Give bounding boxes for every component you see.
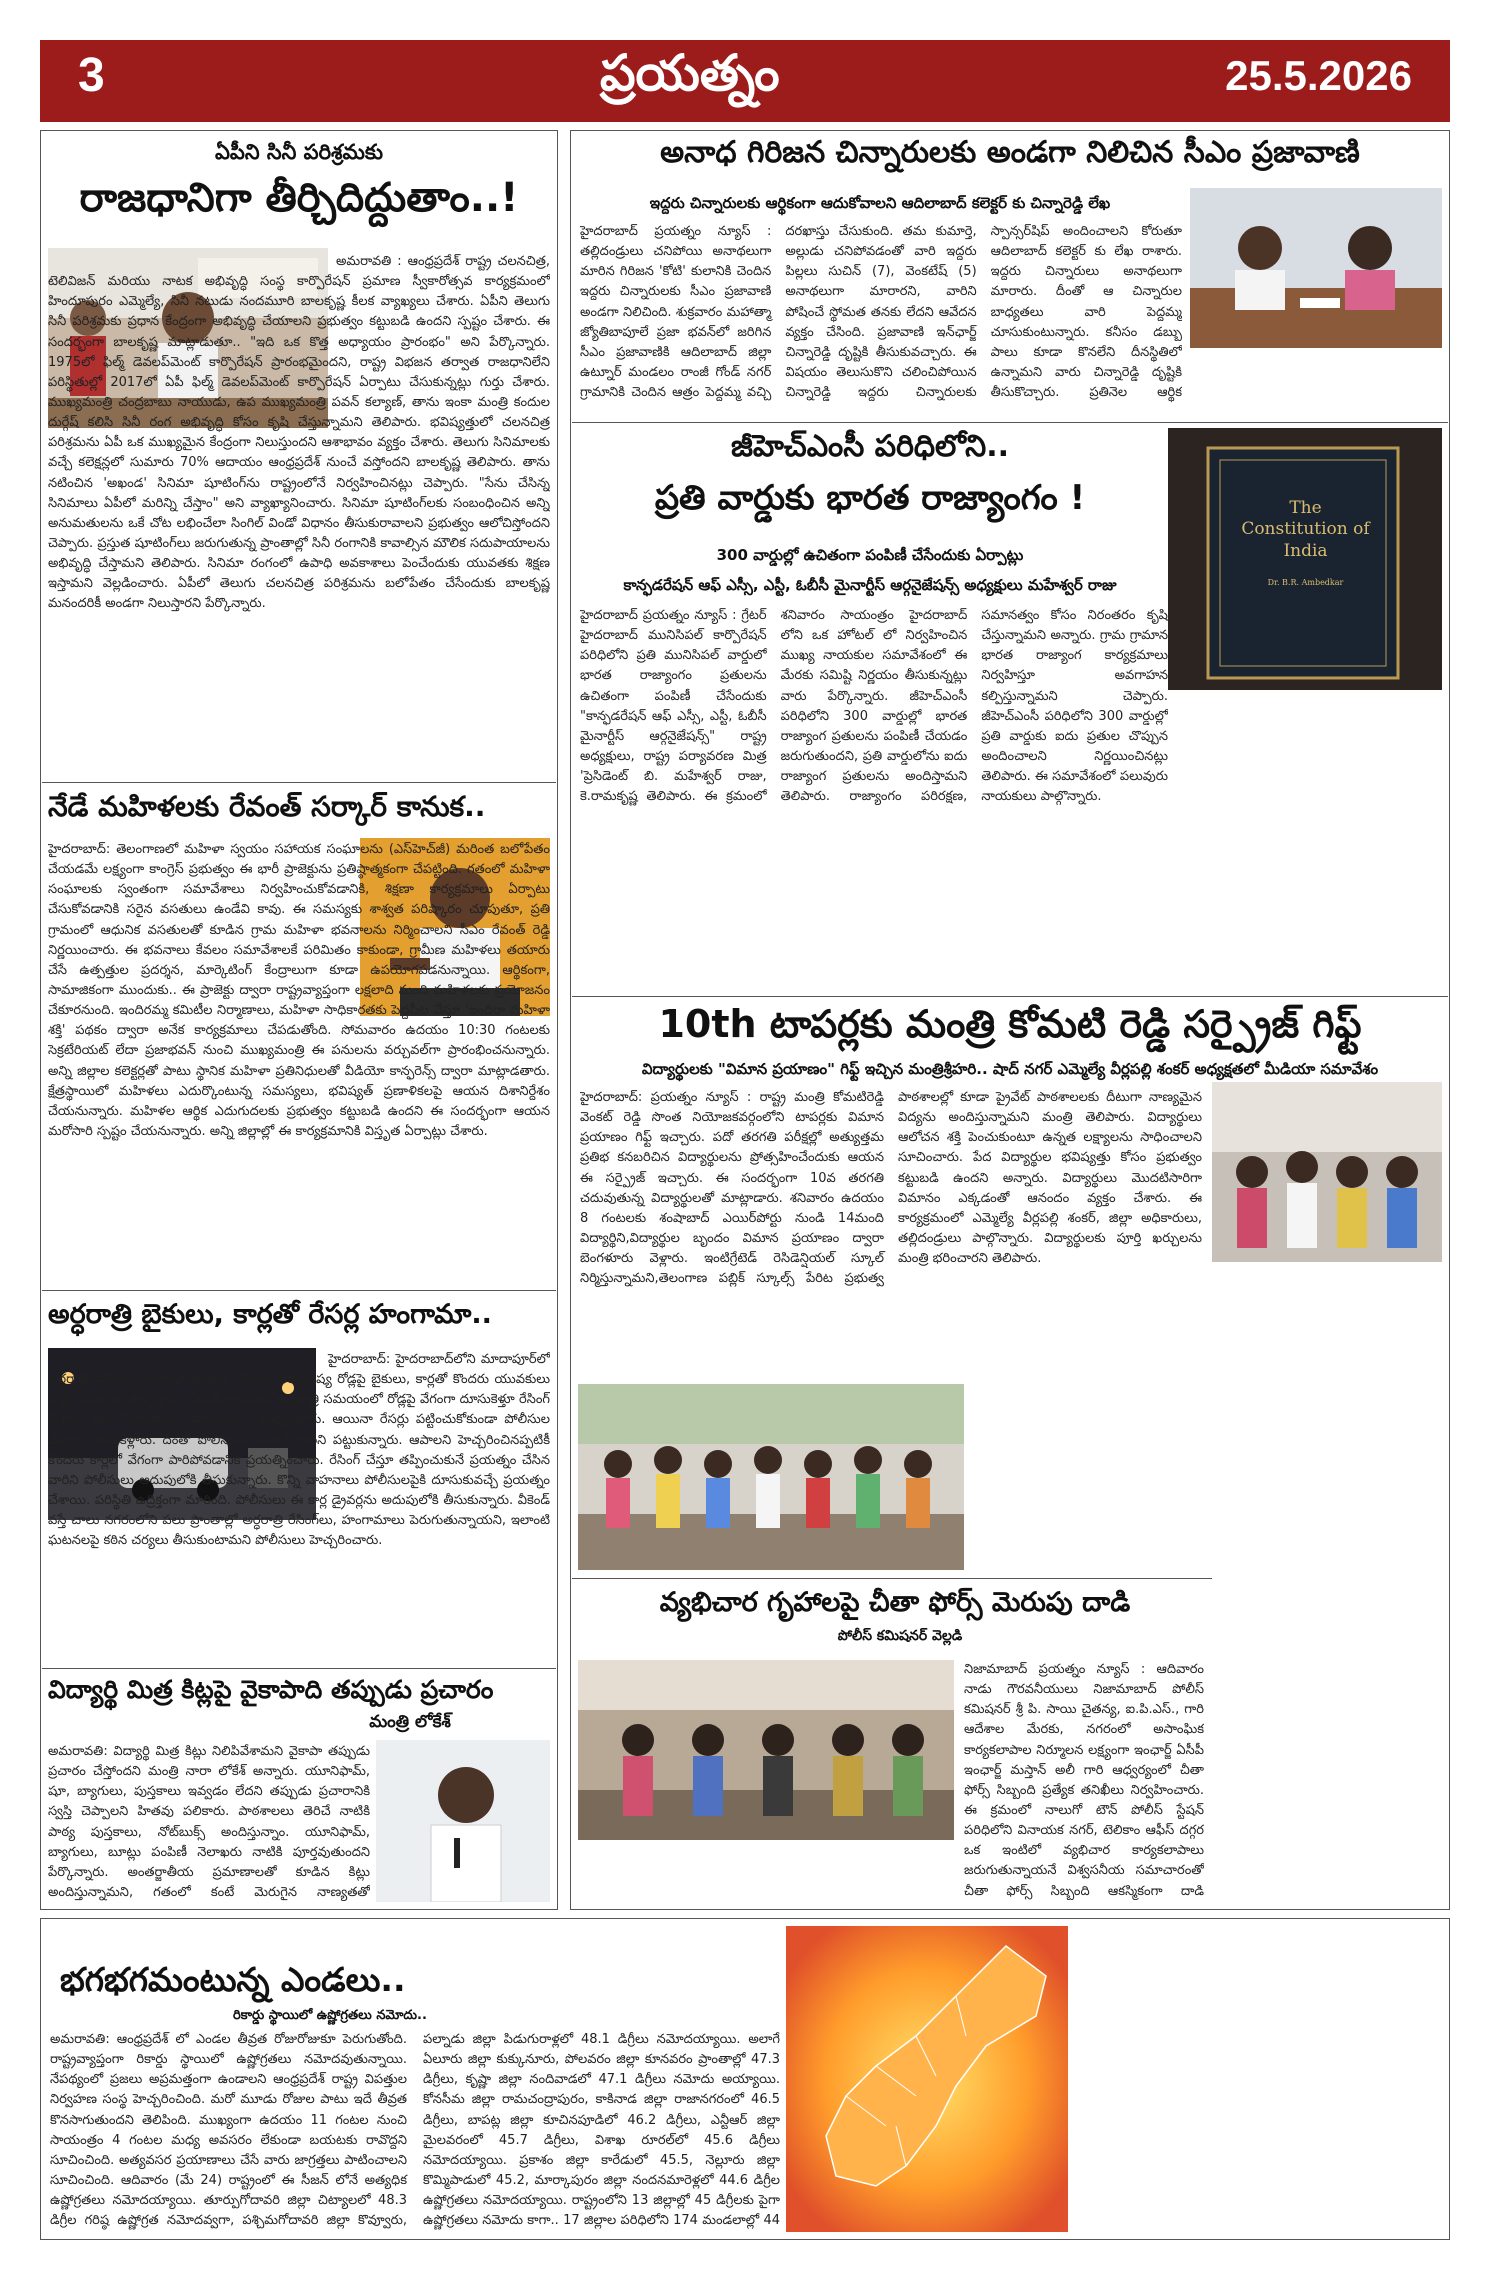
heat-body-cont — [1076, 1930, 1442, 2232]
constitution-sub2: కాన్ఫడరేషన్ ఆఫ్ ఎస్సీ, ఎస్టీ, ఓబీసీ మైనార్టీస్ ఆర్గనైజేషన్స్ అధ్యక్షులు మహేశ్వర్ రాజు — [623, 576, 1117, 594]
bikes-body: హైదరాబాద్: హైదరాబాద్‌లోని మాదాపూర్‌లో అర్ధరాత్రి పోకిరీల హంగామా కలకలం రేపింది. నిర్మానుష్య రోడ్లపై బైకులు, కార్లతో కొందరు యువకులు రోడ్లపై రేసింగ్‌కు పాల్పడ్డారు. వీకెండ్ కావడంతో అర్ధరాత్రి సమయంలో రోడ్లపై వేగంగా దూసుకెళ్తూ రేసింగ్ చేశారు. వారి విన్యాసాలకు పోలీసులు ప్రయత్నించారు. ఆయినా రేసర్లు పట్టించుకోకుండా పోలీసుల వైపుగా దూసుకెళ్లారు. దీంతో పోలీసులు వెంటనే వారిని పట్టుకున్నారు. ఆపాలని హెచ్చరించినప్పటికీ కొందరు కార్లలో వేగంగా పారిపోవడానికి ప్రయత్నించారు. రేసింగ్ చేస్తూ తప్పించుకునే ప్రయత్నం చేసిన వారిని పోలీసులు అదుపులోకి తీసుకున్నారు. కొన్ని వాహనాలు పోలీసులపైకి దూసుకువచ్చే ప్రయత్నం చేశాయి. పరిస్థితి ఉద్రిక్తంగా మారింది. పోలీసులు ఈ కార్ల డ్రైవర్లను అదుపులోకి తీసుకున్నారు. వీకెండ్ వస్తే చాలు నగరంలోని పలు ప్రాంతాల్లో అర్ధరాత్రి రేసింగ్‌లు, హంగామాలు పెరుగుతున్నాయని, ఇలాంటి ఘటనలపై కఠిన చర్యలు తీసుకుంటామని పోలీసులు హెచ్చరించారు. — [48, 1352, 550, 1549]
divider — [572, 996, 1448, 997]
divider — [572, 422, 1448, 423]
book-author: Dr. B.R. Ambedkar — [1267, 578, 1344, 587]
cheetah-body: నిజామాబాద్ ప్రయత్నం న్యూస్ : ఆదివారం నాడు గౌరవనీయులు నిజామాబాద్ పోలీస్ కమిషనర్ శ్రీ పి. సాయి చైతన్య, ఐ.పి.ఎస్., గారి ఆదేశాల మేరకు, నగరంలో అసాంఘిక కార్యకలాపాల నిర్మూలన లక్ష్యంగా ఇంఛార్జ్ ఏసీపీ ఇంఛార్జ్ మస్తాన్ అలీ గారి ఆధ్వర్యంలో చీతా ఫోర్స్ సిబ్బంది ప్రత్యేక తనిఖీలు నిర్వహించారు. ఈ క్రమంలో నాలుగో టౌన్ పోలీస్ స్టేషన్ పరిధిలోని వినాయక నగర్, టెలికాం ఆఫీస్ దగ్గర ఒక ఇంటిలో వ్యభిచార కార్యకలాపాలు జరుగుతున్నాయనే విశ్వసనీయ సమాచారంతో చీతా ఫోర్స్ సిబ్బంది ఆకస్మికంగా దాడి — [964, 1662, 1204, 1899]
bikes-headline: అర్ధరాత్రి బైకులు, కార్లతో రేసర్ల హంగామా.. — [48, 1299, 492, 1330]
tenth-subhead: విద్యార్థులకు "విమాన ప్రయాణం" గిఫ్ట్ ఇచ్చిన మంత్రిశ్రీహరి.. షాద్ నగర్ ఎమ్మెల్యే వీర్లపల్లి శంకర్ అధ్యక్షతలో మీడియా సమావేశం — [641, 1060, 1379, 1078]
constitution-headline: ప్రతి వార్డుకు భారత రాజ్యాంగం ! — [654, 478, 1086, 518]
tenth-body-right — [1212, 1268, 1442, 1570]
tribal-body-cont — [1190, 354, 1442, 418]
tribal-headline: అనాధ గిరిజన చిన్నారులకు అండగా నిలిచిన సీఎం ప్రజావాణి — [660, 135, 1360, 170]
constitution-kicker: జీహెచ్ఎంసీ పరిధిలోని.. — [730, 429, 1010, 464]
women-headline: నేడే మహిళలకు రేవంత్ సర్కార్ కానుక.. — [48, 790, 486, 823]
heat-subhead: రికార్డు స్థాయిలో ఉష్ణోగ్రతలు నమోదు.. — [233, 2008, 427, 2023]
ap-heat-map — [786, 1926, 1068, 2232]
divider — [42, 782, 556, 783]
toppers-group-photo — [578, 1384, 964, 1570]
heat-body: అమరావతి: ఆంధ్రప్రదేశ్ లో ఎండల తీవ్రత రోజురోజుకూ పెరుగుతోంది. రాష్ట్రవ్యాప్తంగా రికార్డు స్థాయిలో ఉష్ణోగ్రతలు నమోదవుతున్నాయి. నేపథ్యంలో ప్రజలు అప్రమత్తంగా ఉండాలని ఆంధ్రప్రదేశ్ రాష్ట్ర విపత్తుల నిర్వహణ సంస్థ హెచ్చరించింది. మరో మూడు రోజుల పాటు ఇదే తీవ్రత కొనసాగుతుందని తెలిపింది. ముఖ్యంగా ఉదయం 11 గంటల నుంచి సాయంత్రం 4 గంటల మధ్య అవసరం లేకుండా బయటకు రావొద్దని సూచించింది. అత్యవసర ప్రయాణాలు చేసే వారు జాగ్రత్తలు పాటించాలని సూచించింది. ఆదివారం (మే 24) రాష్ట్రంలో ఈ సీజన్ లోనే అత్యధిక ఉష్ణోగ్రతలు నమోదయ్యాయి. తూర్పుగోదావరి జిల్లా చిట్యాలలో 48.3 డిగ్రీల గరిష్ఠ ఉష్ణోగ్రత నమోదవ్వగా, పశ్చిమగోదావరి జిల్లా కొవ్వూరు, పల్నాడు జిల్లా పిడుగురాళ్లలో 48.1 డిగ్రీలు నమోదయ్యాయి. అలాగే ఏలూరు జిల్లా కుక్కునూరు, పోలవరం జిల్లా కూనవరం ప్రాంతాల్లో 47.3 డిగ్రీలు, కృష్ణా జిల్లా నందివాడలో 47.1 డిగ్రీలు నమోదు అయ్యాయి. కోనసీమ జిల్లా రామచంద్రాపురం, కాకినాడ జిల్లా రాజానగరంలో 46.5 డిగ్రీలు, బాపట్ల జిల్లా కూచినపూడిలో 46.2 డిగ్రీలు, ఎన్టీఆర్ జిల్లా మైలవరంలో 45.7 డిగ్రీలు, విశాఖ రూరల్‌లో 45.6 డిగ్రీలు నమోదయ్యాయి. ప్రకాశం జిల్లా కారేడులో 45.5, నెల్లూరు జిల్లా కొమ్మిపాడులో 45.2, మార్కాపురం జిల్లా నందనమారెళ్లలో 44.6 డిగ్రీల ఉష్ణోగ్రతలు నమోదయ్యాయి. రాష్ట్రంలోని 13 జిల్లాల్లో 45 డిగ్రీలకు పైగా ఉష్ణోగ్రతలు నమోదు కాగా.. 17 జిల్లాల పరిధిలోని 174 మండలాల్లో 44 — [50, 2032, 780, 2229]
tenth-body: హైదరాబాద్: ప్రయత్నం న్యూస్ : రాష్ట్ర మంత్రి కోమటిరెడ్డి వెంకట్ రెడ్డి సొంత నియోజకవర్గంలోని టాపర్లకు విమాన ప్రయాణం గిఫ్ట్ ఇచ్చారు. పదో తరగతి పరీక్షల్లో అత్యుత్తమ ప్రతిభ కనబరిచిన విద్యార్థులను ప్రోత్సహించేందుకు ఆయన ఈ సర్ప్రైజ్ ఇచ్చారు. ఈ సందర్భంగా 10వ తరగతి చదువుతున్న విద్యార్థులతో మాట్లాడారు. శనివారం ఉదయం 8 గంటలకు శంషాబాద్ ఎయిర్‌పోర్టు నుండి 14మంది విద్యార్థిని,విద్యార్థుల బృందం విమాన ప్రయాణం ద్వారా బెంగళూరు వెళ్లారు. ఇంటిగ్రేటెడ్ రెసిడెన్షియల్ స్కూల్ నిర్మిస్తున్నామని,తెలంగాణ పబ్లిక్ స్కూల్స్ పేరిట ప్రభుత్వ పాఠశాలల్లో కూడా ప్రైవేట్ పాఠశాలలకు దీటుగా నాణ్యమైన విద్యను అందిస్తున్నామని మంత్రి తెలిపారు. విద్యార్థులు ఆలోచన శక్తి పెంచుకుంటూ ఉన్నత లక్ష్యాలను సాధించాలని సూచించారు. పేద విద్యార్థుల భవిష్యత్తు కోసం ప్రభుత్వం కట్టుబడి ఉందని అన్నారు. విద్యార్థులు మొదటిసారిగా విమానం ఎక్కడంతో ఆనందం వ్యక్తం చేశారు. ఈ కార్యక్రమంలో ఎమ్మెల్యే వీర్లపల్లి శంకర్, జిల్లా అధికారులు, తల్లిదండ్రులు పాల్గొన్నారు. విద్యార్థులకు పూర్తి ఖర్చులను మంత్రి భరించారని తెలిపారు. — [580, 1090, 1202, 1287]
lokesh-byline: మంత్రి లోకేశ్ — [369, 1712, 451, 1732]
constitution-body: హైదరాబాద్ ప్రయత్నం న్యూస్ : గ్రేటర్ హైదరాబాద్ మునిసిపల్ కార్పొరేషన్ పరిధిలోని ప్రతి మునిసిపల్ వార్డులో భారత రాజ్యాంగం ప్రతులను ఉచితంగా పంపిణీ చేసేందుకు "కాన్ఫడరేషన్ ఆఫ్ ఎస్సీ, ఎస్టీ, ఓబీసీ మైనార్టీస్ ఆర్గనైజేషన్స్" రాష్ట్ర అధ్యక్షులు, రాష్ట్ర పర్యావరణ మిత్ర 'ప్రెసిడెంట్ బి. మహేశ్వర్ రాజు, కె.రామకృష్ణ తెలిపారు. ఈ క్రమంలో శనివారం సాయంత్రం హైదరాబాద్ లోని ఒక హోటల్ లో నిర్వహించిన ముఖ్య నాయకుల సమావేశంలో ఈ మేరకు సమిష్టి నిర్ణయం తీసుకున్నట్లు వారు పేర్కొన్నారు. జీహెచ్ఎంసీ పరిధిలోని 300 వార్డుల్లో భారత రాజ్యాంగ ప్రతులను పంపిణీ చేయడం జరుగుతుందని, ప్రతి వార్డులోను ఐదు రాజ్యాంగ ప్రతులను అందిస్తామని తెలిపారు. రాజ్యాంగం పరిరక్షణ, సమానత్వం కోసం నిరంతరం కృషి చేస్తున్నామని అన్నారు. గ్రామ గ్రామాన భారత రాజ్యాంగ కార్యక్రమాలు నిర్వహిస్తూ అవగాహన కల్పిస్తున్నామని చెప్పారు. జీహెచ్ఎంసీ పరిధిలోని 300 వార్డుల్లో ప్రతి వార్డుకు ఐదు ప్రతుల చొప్పున అందించాలని నిర్ణయించినట్లు తెలిపారు. ఈ సమావేశంలో పలువురు నాయకులు పాల్గొన్నారు. — [580, 608, 1168, 805]
constitution-book-photo — [1168, 428, 1442, 690]
tenth-body-cont — [974, 1384, 1202, 1570]
women-body: హైదరాబాద్: తెలంగాణలో మహిళా స్వయం సహాయక సంఘాలను (ఎస్‌హెచ్‌జీ) మరింత బలోపేతం చేయడమే లక్ష్యంగా కాంగ్రెస్ ప్రభుత్వం ఈ భారీ ప్రాజెక్టును ప్రతిష్ఠాత్మకంగా చేపట్టింది. గతంలో మహిళా సంఘాలకు స్వంతంగా సమావేశాలు నిర్వహించుకోవడానికి, శిక్షణా కార్యక్రమాలు ఏర్పాటు చేసుకోవడానికి సరైన వసతులు ఉండేవి కావు. ఈ సమస్యకు శాశ్వత పరిష్కారం చూపుతూ, ప్రతి గ్రామంలో ఆధునిక వసతులతో కూడిన గ్రామ మహిళా భవనాలను నిర్మించాలని సీఎం రేవంత్ రెడ్డి నిర్ణయించారు. ఈ భవనాలు కేవలం సమావేశాలకే పరిమితం కాకుండా, గ్రామీణ మహిళలు తయారు చేసే ఉత్పత్తుల ప్రదర్శన, మార్కెటింగ్ కేంద్రాలుగా కూడా ఉపయోగపడనున్నాయి. ఆర్థికంగా, సామాజికంగా ముందుకు.. ఈ ప్రాజెక్టు ద్వారా రాష్ట్రవ్యాప్తంగా లక్షలాది మంది మహిళలకు ప్రయోజనం చేకూరనుంది. ఇందిరమ్మ కమిటీల నిర్మాణాలు, మహిళా సాధికారతకు పెద్దపీట వేస్తూ 'ఇందిరా మహిళా శక్తి' పథకం ద్వారా అనేక కార్యక్రమాలు చేపడుతోంది. సోమవారం ఉదయం 10:30 గంటలకు సెక్రటేరియట్ లేదా ప్రజాభవన్ నుంచి ముఖ్యమంత్రి ఈ పనులను వర్చువల్‌గా ప్రారంభించనున్నారు. అన్ని జిల్లాల కలెక్టర్లతో పాటు స్థానిక మహిళా ప్రతినిధులతో వీడియో కాన్ఫరెన్స్ ద్వారా మాట్లాడతారు. క్షేత్రస్థాయిలో మహిళలు ఎదుర్కొంటున్న సమస్యలు, భవిష్యత్ ప్రణాళికలపై ఆయన దిశానిర్దేశం చేయనున్నారు. మహిళల ఆర్థిక ఎదుగుదలకు ప్రభుత్వం కట్టుబడి ఉందని ఈ సందర్భంగా ఆయన మరోసారి స్పష్టం చేయనున్నారు. అన్ని జిల్లాల్లో ఈ కార్యక్రమానికి విస్తృత ఏర్పాట్లు చేశారు. — [48, 842, 550, 1139]
tenth-headline: 10th టాపర్లకు మంత్రి కోమటి రెడ్డి సర్ప్రైజ్ గిఫ్ట్ — [658, 1002, 1362, 1046]
divider — [42, 1290, 556, 1291]
constitution-body-cont — [1172, 696, 1442, 992]
tribal-subhead: ఇద్దరు చిన్నారులకు ఆర్థికంగా ఆదుకోవాలని ఆదిలాబాద్ కలెక్టర్ కు చిన్నారెడ్డి లేఖ — [649, 194, 1111, 212]
book-title: The Constitution of India — [1241, 498, 1370, 561]
page-number: 3 — [78, 49, 105, 102]
lokesh-body: అమరావతి: విద్యార్థి మిత్ర కిట్లు నిలిపివేశామని వైకాపా తప్పుడు ప్రచారం చేస్తోందని మంత్రి నారా లోకేశ్ అన్నారు. యూనిఫామ్, షూ, బ్యాగులు, పుస్తకాలు ఇవ్వడం లేదని తప్పుడు ప్రచారానికి స్వస్తి చెప్పాలని హితవు పలికారు. పాఠశాలలు తెరిచే నాటికి పాఠ్య పుస్తకాలు, నోట్‌బుక్స్ అందిస్తున్నాం. యూనిఫామ్, బ్యాగులు, బూట్లు పంపిణీ నెలాఖరు నాటికి పూర్తవుతుందని పేర్కొన్నారు. అంతర్జాతీయ ప్రమాణాలతో కూడిన కిట్లు అందిస్తున్నామని, గతంలో కంటే మెరుగైన నాణ్యతతో — [48, 1744, 370, 1900]
cheetah-headline: వ్యభిచార గృహాలపై చీతా ఫోర్స్ మెరుపు దాడి — [659, 1587, 1131, 1618]
tribal-body: హైదరాబాద్ ప్రయత్నం న్యూస్ : తల్లిదండ్రులు చనిపోయి అనాథలుగా మారిన గిరిజన 'కోటి' కులానికి చెందిన ఇద్దరు చిన్నారులకు సీఎం ప్రజావాణి అండగా నిలిచింది. శుక్రవారం మహాత్మా జ్యోతిబాపూలే ప్రజా భవన్‌లో జరిగిన సీఎం ప్రజావాణికి ఆదిలాబాద్ జిల్లా ఉట్నూర్ మండలం రాంజీ గోండ్ నగర్ గ్రామానికి చెందిన ఆత్రం పెద్దమ్మ వచ్చి దరఖాస్తు చేసుకుంది. తమ కుమార్తె, అల్లుడు చనిపోవడంతో వారి ఇద్దరు పిల్లలు సుచిన్ (7), వెంకటేష్ (5) అనాథలుగా మారారని, వారిని పోషించే స్థోమత తనకు లేదని ఆవేదన వ్యక్తం చేసింది. ప్రజావాణి ఇన్‌ఛార్జ్ చిన్నారెడ్డి దృష్టికి తీసుకువచ్చారు. ఈ విషయం తెలుసుకొని చలించిపోయిన చిన్నారెడ్డి ఇద్దరు చిన్నారులకు స్పాన్సర్‌షిప్ అందించాలని కోరుతూ ఆదిలాబాద్ కలెక్టర్ కు లేఖ రాశారు. ఇద్దరు చిన్నారులు అనాథలుగా మారారు. దీంతో ఆ చిన్నారుల బాధ్యతలు వారి పెద్దమ్మ చూసుకుంటున్నారు. కనీసం డబ్బు పాలు కూడా కొనలేని దీనస్థితిలో ఉన్నామని వారు చిన్నారెడ్డి దృష్టికి తీసుకొచ్చారు. ప్రతినెల ఆర్థిక — [580, 224, 1182, 401]
capital-kicker: ఏపీని సినీ పరిశ్రమకు — [214, 140, 384, 164]
cheetah-body-right — [1212, 1580, 1442, 1902]
lokesh-photo — [376, 1740, 550, 1902]
lokesh-headline: విద్యార్థి మిత్ర కిట్లపై వైకాపాది తప్పుడు ప్రచారం — [48, 1675, 494, 1704]
divider — [572, 1578, 1212, 1579]
capital-headline: రాజధానిగా తీర్చిదిద్దుతాం..! — [79, 175, 519, 221]
cheetah-byline: పోలీస్ కమిషనర్ వెల్లడి — [837, 1628, 963, 1644]
divider — [42, 1668, 556, 1669]
heat-headline: భగభగమంటున్న ఎండలు.. — [60, 1960, 406, 1999]
newspaper-title: ప్రయత్నం — [600, 44, 780, 102]
issue-date: 25.5.2026 — [1225, 52, 1412, 99]
raid-photo — [578, 1660, 954, 1840]
capital-body: అమరావతి : ఆంధ్రప్రదేశ్ రాష్ట్ర చలనచిత్ర, టెలివిజన్ మరియు నాటక అభివృద్ధి సంస్థ కార్పొరేషన్ ప్రమాణ స్వీకారోత్సవ కార్యక్రమంలో హిందూపురం ఎమ్మెల్యే, సినీ నటుడు నందమూరి బాలకృష్ణ కీలక వ్యాఖ్యలు చేశారు. ఏపీని తెలుగు సినీ పరిశ్రమకు ప్రధాన కేంద్రంగా అభివృద్ధి చేయాలని ప్రభుత్వం కట్టుబడి ఉందని స్పష్టం చేశారు. ఈ సందర్భంగా బాలకృష్ణ మాట్లాడుతూ.. "ఇది ఒక కొత్త అధ్యాయం ప్రారంభం" అని పేర్కొన్నారు. 1975లో ఫిల్మ్ డెవలప్‌మెంట్ కార్పొరేషన్ ప్రారంభమైందని, రాష్ట్ర విభజన తర్వాత రాజధానిలేని పరిస్థితుల్లో 2017లో ఏపీ ఫిల్మ్ డెవలప్‌మెంట్ కార్పొరేషన్ ఏర్పాటు చేసుకున్నట్లు గుర్తు చేశారు. ముఖ్యమంత్రి చంద్రబాబు నాయుడు, ఉప ముఖ్యమంత్రి పవన్ కల్యాణ్, తాను ఇంకా మంత్రి కందుల దుర్గేష్ కలిసి సినీ రంగ అభివృద్ధి కోసం కృషి చేస్తున్నామని తెలిపారు. భవిష్యత్తులో చలనచిత్ర పరిశ్రమను ఏపీ ఒక ముఖ్యమైన కేంద్రంగా నిలుస్తుందని ఆశాభావం వ్యక్తం చేశారు. తెలుగు సినిమాలకు వచ్చే కలెక్షన్లలో సుమారు 70% ఆదాయం ఆంధ్రప్రదేశ్ నుంచే వస్తోందని బాలకృష్ణ తెలిపారు. తాను నటించిన 'అఖండ' సినిమా షూటింగ్‌ను రాష్ట్రంలోనే నిర్వహించినట్లు చెప్పారు. "సేను చేసిన్న సినిమాలు ఏపీలో మరిన్ని చేస్తాం" అని వ్యాఖ్యానించారు. సినిమా షూటింగ్‌లకు సంబంధించిన అన్ని అనుమతులను ఒకే చోట లభించేలా సింగిల్ విండో విధానం తీసుకురావాలని ప్రభుత్వం ఆలోచిస్తోందని చెప్పారు. ప్రస్తుత షూటింగ్‌లు జరుగుతున్న ప్రాంతాల్లో సినీ రంగానికి కావాల్సిన మౌలిక సదుపాయాలను అభివృద్ధి చేస్తామని తెలిపారు. సినిమా రంగంలో ఉపాధి అవకాశాలు పెంచేందుకు యువతకు శిక్షణ ఇస్తామని వెల్లడించారు. ఏపీలో తెలుగు చలనచిత్ర పరిశ్రమను బలోపేతం చేసేందుకు బాలకృష్ణ మనందరికీ అండగా నిలుస్తారని పేర్కొన్నారు. — [48, 254, 550, 612]
cheetah-body-cont — [580, 1846, 960, 1902]
masthead-bar — [40, 40, 1450, 122]
minister-students-photo — [1212, 1082, 1442, 1262]
constitution-sub1: 300 వార్డుల్లో ఉచితంగా పంపిణీ చేసేందుకు ఏర్పాట్లు — [716, 546, 1024, 564]
praja-vani-photo — [1190, 188, 1442, 348]
